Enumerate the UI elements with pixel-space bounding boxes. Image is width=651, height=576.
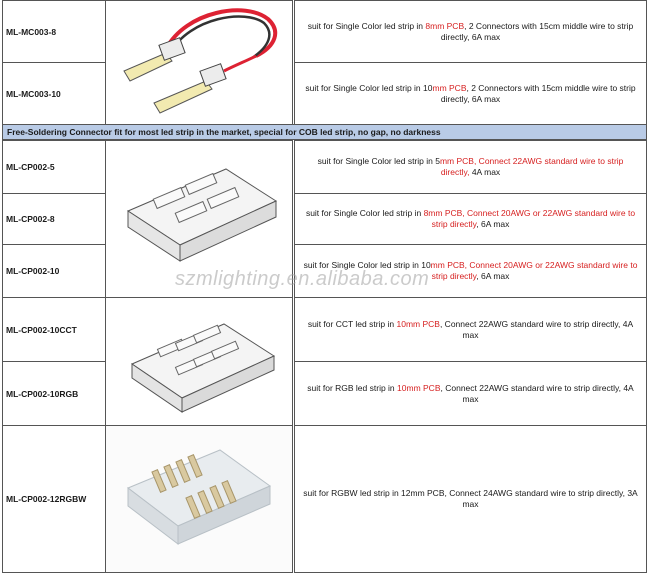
- highlight-text: 8mm PCB, Connect 20AWG or 22AWG standard wire to strip directly: [423, 208, 636, 229]
- product-code: ML-CP002-10RGB: [2, 361, 108, 426]
- product-description: [294, 361, 647, 426]
- product-code: ML-CP002-10CCT: [2, 297, 108, 362]
- highlight-text: 8mm PCB: [425, 20, 465, 31]
- description-text: , 6A max: [476, 219, 510, 229]
- product-description: [294, 0, 647, 63]
- table-row: [2, 361, 647, 426]
- section-banner: Free-Soldering Connector fit for most led strip in the market, special for COB led strip, no gap, no darkness: [2, 124, 647, 140]
- image-mc003-connector: [105, 0, 293, 125]
- product-code: ML-MC003-10: [2, 62, 108, 125]
- description-text: , 6A max: [476, 271, 510, 281]
- description-text: suit for Single Color led strip in: [307, 20, 426, 31]
- image-cp002-12rgbw-photo: [105, 425, 293, 573]
- description-text: 4A max: [469, 167, 501, 177]
- product-code: ML-CP002-8: [2, 193, 108, 245]
- description-text: suit for Single Color led strip in 10: [305, 82, 433, 93]
- table-row: [2, 425, 647, 573]
- highlight-text: mm PCB: [432, 82, 467, 93]
- description-text: suit for Single Color led strip in 10: [303, 260, 431, 270]
- product-code: ML-MC003-8: [2, 0, 108, 63]
- product-description: [294, 140, 647, 194]
- product-description: [294, 193, 647, 245]
- product-description: [294, 62, 647, 125]
- highlight-text: 10mm PCB: [397, 382, 441, 393]
- table-row: [2, 0, 647, 63]
- description-text: suit for CCT led strip in: [307, 318, 397, 329]
- description-text: suit for RGBW led strip in 12mm PCB, Connect 24AWG standard wire to strip directly, 3A max: [303, 488, 638, 509]
- description-text: suit for Single Color led strip in 5: [317, 156, 440, 166]
- product-description: [294, 297, 647, 362]
- highlight-text: mm PCB, Connect 20AWG or 22AWG standard wire to strip directly: [430, 260, 638, 281]
- description-text: , Connect 22AWG standard wire to strip directly, 4A max: [440, 382, 634, 404]
- description-text: , 2 Connectors with 15cm middle wire to strip directly, 6A max: [440, 82, 636, 104]
- description-text: , Connect 22AWG standard wire to strip directly, 4A max: [439, 318, 634, 340]
- description-text: , 2 Connectors with 15cm middle wire to strip directly, 6A max: [440, 20, 634, 42]
- highlight-text: mm PCB, Connect 22AWG standard wire to strip directly,: [439, 156, 624, 177]
- table-row: [2, 193, 647, 245]
- product-code: ML-CP002-12RGBW: [2, 425, 108, 573]
- table-row: [2, 297, 647, 362]
- product-code: ML-CP002-10: [2, 244, 108, 298]
- product-description: [294, 425, 647, 573]
- description-text: suit for RGB led strip in: [307, 382, 398, 393]
- watermark: szmlighting.en.alibaba.com: [175, 268, 430, 290]
- table-row: [2, 140, 647, 194]
- image-cp002-10-multi-connector: [105, 297, 293, 426]
- table-row: [2, 62, 647, 125]
- highlight-text: 10mm PCB: [396, 318, 440, 329]
- description-text: suit for Single Color led strip in: [305, 208, 424, 218]
- product-code: ML-CP002-5: [2, 140, 108, 194]
